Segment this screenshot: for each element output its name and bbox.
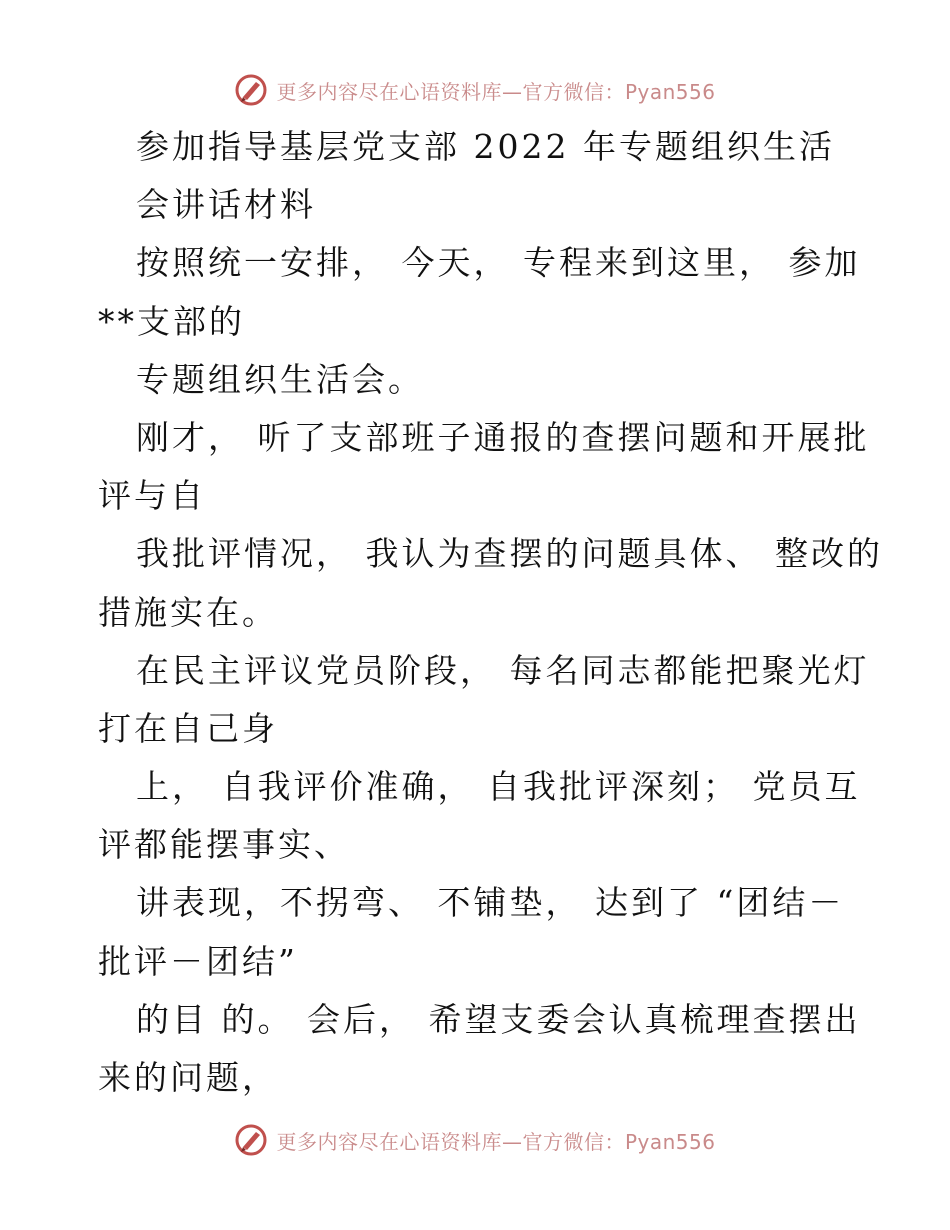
pen-seal-icon: [234, 73, 268, 107]
text-line: 在民主评议党员阶段， 每名同志都能把聚光灯: [136, 650, 870, 690]
text-line: 来的问题，: [98, 1058, 278, 1097]
text-line: 专题组织生活会。: [136, 359, 424, 399]
text-line: 的目 的。 会后， 希望支委会认真梳理查摆出: [136, 999, 861, 1039]
footer-watermark: [0, 1120, 950, 1160]
text-line: 批评－团结”: [98, 941, 298, 981]
text-line: 参加指导基层党支部 2022 年专题组织生活: [136, 127, 835, 166]
watermark-text: 更多内容尽在心语资料库—官方微信：Pyan556: [276, 79, 716, 104]
header-watermark: [0, 70, 950, 110]
text-line: 会讲话材料: [136, 185, 316, 225]
text-line: **支部的: [98, 301, 245, 341]
text-line: 措施实在。: [98, 592, 278, 632]
text-line: 按照统一安排， 今天， 专程来到这里， 参加: [136, 243, 861, 283]
text-line: 评与自: [98, 476, 206, 516]
text-line: 讲表现，不拐弯、 不铺垫， 达到了 “团结－: [136, 883, 845, 923]
text-line: 刚才， 听了支部班子通报的查摆问题和开展批: [136, 417, 870, 457]
document-body: [98, 118, 883, 1107]
pen-seal-icon: [234, 1123, 268, 1157]
text-line: 评都能摆事实、: [98, 825, 350, 865]
text-line: 我批评情况， 我认为查摆的问题具体、 整改的: [136, 534, 883, 574]
text-line: 打在自己身: [98, 708, 278, 748]
watermark-text: 更多内容尽在心语资料库—官方微信：Pyan556: [276, 1129, 716, 1154]
text-line: 上， 自我评价准确， 自我批评深刻； 党员互: [136, 767, 861, 807]
